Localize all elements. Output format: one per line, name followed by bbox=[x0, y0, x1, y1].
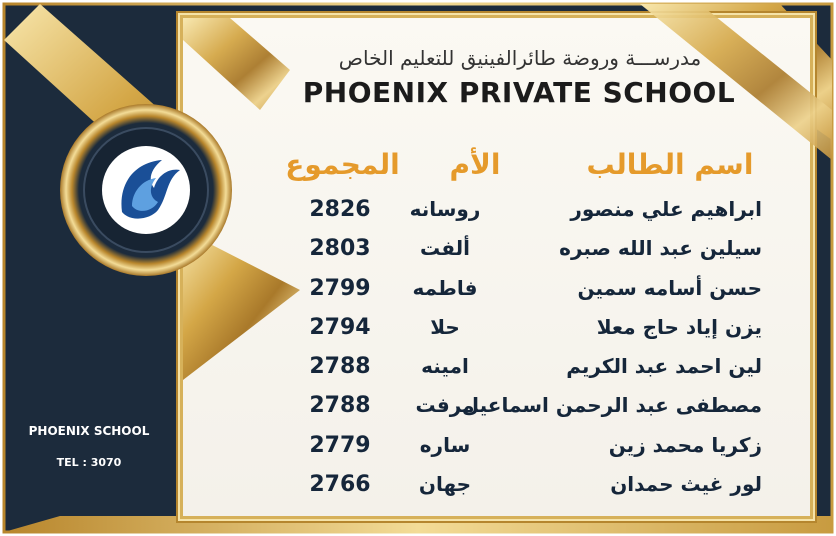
mother-name: ساره bbox=[419, 432, 471, 457]
mother-name: جهان bbox=[418, 472, 472, 497]
student-list bbox=[290, 193, 780, 507]
column-header-student-name: اسم الطالب bbox=[586, 148, 754, 181]
total-score: 2788 bbox=[309, 393, 371, 419]
student-name: ابراهيم علي منصور bbox=[570, 197, 762, 221]
school-name-english: PHOENIX PRIVATE SCHOOL bbox=[302, 76, 736, 109]
mother-name: امينه bbox=[421, 354, 469, 379]
total-score: 2799 bbox=[309, 275, 371, 301]
list-item bbox=[290, 311, 780, 350]
total-score: 2794 bbox=[309, 314, 371, 340]
total-score: 2788 bbox=[309, 354, 371, 380]
student-name: مصطفى عبد الرحمن اسماعيل bbox=[461, 393, 762, 418]
list-item bbox=[290, 272, 780, 311]
mother-name: ألفت bbox=[420, 236, 470, 261]
list-item bbox=[290, 429, 780, 468]
student-name: سيلين عبد الله صبره bbox=[559, 236, 762, 261]
sidebar-tel-label: TEL : 3070 bbox=[56, 456, 122, 469]
student-name: لور غيث حمدان bbox=[610, 472, 762, 497]
list-item bbox=[290, 193, 780, 232]
phoenix-logo-icon bbox=[58, 102, 234, 278]
list-item bbox=[290, 232, 780, 271]
sidebar-school-label: PHOENIX SCHOOL bbox=[28, 424, 150, 438]
total-score: 2779 bbox=[309, 432, 371, 458]
list-item bbox=[290, 389, 780, 428]
mother-name: مرفت bbox=[415, 393, 475, 418]
column-header-total: المجموع bbox=[285, 148, 400, 181]
student-name: يزن إياد حاج معلا bbox=[596, 314, 762, 339]
list-item bbox=[290, 468, 780, 507]
total-score: 2826 bbox=[309, 197, 371, 222]
student-name: لين احمد عبد الكريم bbox=[566, 354, 762, 379]
mother-name: حلا bbox=[430, 314, 460, 339]
column-header-mother: الأم bbox=[449, 148, 501, 181]
total-score: 2766 bbox=[309, 472, 371, 498]
student-name: زكريا محمد زين bbox=[608, 432, 762, 457]
total-score: 2803 bbox=[309, 236, 371, 262]
mother-name: روسانه bbox=[409, 197, 481, 221]
mother-name: فاطمه bbox=[412, 275, 478, 300]
list-item bbox=[290, 350, 780, 389]
school-name-arabic: مدرســـة وروضة طائرالفينيق للتعليم الخاص bbox=[338, 46, 702, 70]
student-name: حسن أسامه سمين bbox=[577, 275, 762, 300]
